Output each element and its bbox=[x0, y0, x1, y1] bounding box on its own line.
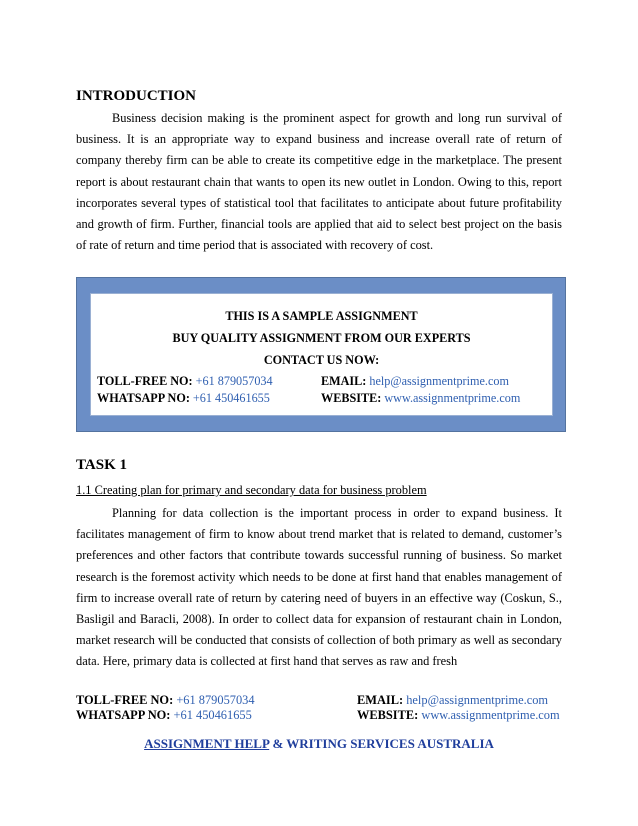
banner-email-link[interactable]: help@assignmentprime.com bbox=[369, 374, 509, 388]
banner-email: EMAIL: help@assignmentprime.com bbox=[321, 374, 509, 388]
footer-tollfree-number[interactable]: +61 879057034 bbox=[176, 693, 255, 707]
footer-tollfree: TOLL-FREE NO: +61 879057034 bbox=[76, 693, 255, 707]
footer-website-link[interactable]: www.assignmentprime.com bbox=[421, 708, 560, 722]
task-paragraph: Planning for data collection is the important process in order to expand business. It facilitates management of firm to know about trend market that is related to demand, customer’s preferences and other factors that contribute towards successful running of business. So market research is the foremost activity which needs to be done at first hand that enables management of firm to increase overall rate of return by catering need of buyers in an effective way (Coskun, S., Basligil and Baracli, 2008). In order to collect data for expansion of restaurant chain in London, market research will be conducted that consists of collection of both primary as well as secondary data. Here, primary data is collected at first hand that serves as raw and fresh bbox=[76, 506, 562, 669]
banner-website: WEBSITE: www.assignmentprime.com bbox=[321, 391, 521, 405]
banner-panel bbox=[90, 293, 553, 416]
banner-line-sample: THIS IS A SAMPLE ASSIGNMENT bbox=[225, 309, 418, 323]
footer-website: WEBSITE: www.assignmentprime.com bbox=[357, 708, 560, 722]
footer-title: ASSIGNMENT HELP & WRITING SERVICES AUSTRALIA bbox=[144, 736, 494, 751]
footer-whatsapp: WHATSAPP NO: +61 450461655 bbox=[76, 708, 252, 722]
footer-email: EMAIL: help@assignmentprime.com bbox=[357, 693, 549, 707]
footer-email-link[interactable]: help@assignmentprime.com bbox=[406, 693, 549, 707]
banner-website-link[interactable]: www.assignmentprime.com bbox=[384, 391, 521, 405]
task-heading: TASK 1 bbox=[76, 457, 127, 473]
footer-whatsapp-number[interactable]: +61 450461655 bbox=[173, 708, 252, 722]
banner-whatsapp-number[interactable]: +61 450461655 bbox=[192, 391, 270, 405]
banner-line-buy: BUY QUALITY ASSIGNMENT FROM OUR EXPERTS bbox=[172, 331, 471, 345]
banner-line-contact: CONTACT US NOW: bbox=[263, 353, 380, 367]
task-subheading: 1.1 Creating plan for primary and secondary data for business problem bbox=[76, 483, 427, 497]
banner-tollfree-number[interactable]: +61 879057034 bbox=[195, 374, 273, 388]
banner-whatsapp: WHATSAPP NO: +61 450461655 bbox=[97, 391, 270, 405]
sample-assignment-banner bbox=[76, 277, 566, 432]
banner-tollfree: TOLL-FREE NO: +61 879057034 bbox=[97, 374, 273, 388]
introduction-heading: INTRODUCTION bbox=[76, 88, 197, 104]
introduction-paragraph: Business decision making is the prominent aspect for growth and long run survival of business. It is an appropriate way to expand business and increase overall rate of return of company thereby firm can be able to create its competitive edge in the marketplace. The present report is about restaurant chain that wants to open its new outlet in London. Owing to this, report incorporates several types of statistical tool that facilitates to anticipate about future profitability and growth of firm. Further, financial tools are applied that aid to select best project on the basis of rate of return and time period that is associated with recovery of cost. bbox=[76, 111, 562, 253]
assignment-help-link[interactable]: ASSIGNMENT HELP bbox=[144, 736, 270, 751]
